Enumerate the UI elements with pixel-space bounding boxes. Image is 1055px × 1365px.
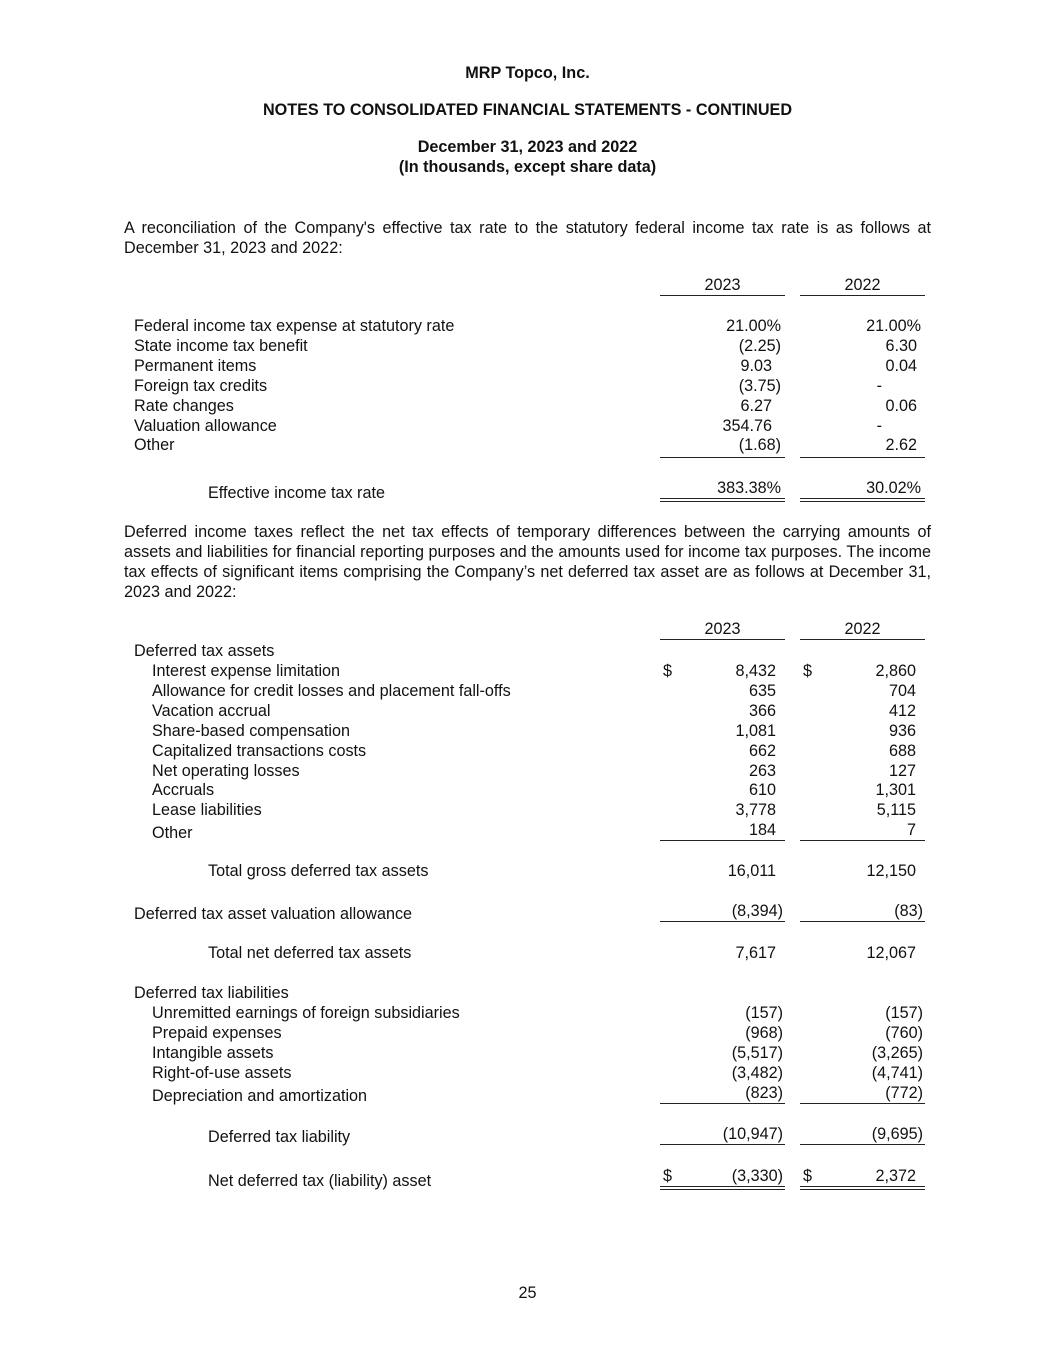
liability-row-2023: (968) bbox=[745, 1023, 783, 1042]
liability-row-label: Intangible assets bbox=[152, 1043, 274, 1062]
asset-row bbox=[0, 800, 1055, 820]
header-underline-2022 bbox=[800, 295, 925, 296]
asset-row bbox=[0, 741, 1055, 761]
net-total-double-rule-2022 bbox=[800, 1186, 925, 1190]
tax-rate-row bbox=[0, 435, 1055, 455]
valuation-rule-2023 bbox=[660, 921, 785, 922]
liability-row-2022: (772) bbox=[885, 1083, 923, 1102]
asset-row-label: Allowance for credit losses and placement fall-offs bbox=[152, 681, 511, 700]
liability-row bbox=[0, 1003, 1055, 1023]
liability-row bbox=[0, 1083, 1055, 1103]
asset-row-2022: 127 bbox=[888, 761, 916, 780]
tax-rate-row-2023: 9.03 bbox=[740, 356, 772, 375]
notes-title: NOTES TO CONSOLIDATED FINANCIAL STATEMENTS - CONTINUED bbox=[262, 101, 793, 119]
liability-total-rule-2023 bbox=[660, 1144, 785, 1145]
tax-rate-row-2022: 2.62 bbox=[885, 436, 917, 455]
asset-row-2022: 2,860 bbox=[875, 662, 916, 680]
tax-rate-row-label: Other bbox=[134, 436, 175, 455]
asset-row-2023: 184 bbox=[748, 821, 776, 840]
tax-rate-row bbox=[0, 336, 1055, 356]
effective-rate-label: Effective income tax rate bbox=[208, 484, 385, 502]
liability-row bbox=[0, 1023, 1055, 1043]
tax-rate-intro: A reconciliation of the Company's effective tax rate to the statutory federal income tax rate is as follows at December 31, 2023 and 2022: bbox=[124, 219, 931, 257]
liabilities-rule-2023 bbox=[660, 1103, 785, 1104]
asset-row-2022: 412 bbox=[888, 701, 916, 720]
tax-rate-row-2023: 354.76 bbox=[722, 416, 772, 435]
page-number: 25 bbox=[518, 1284, 537, 1302]
assets-heading: Deferred tax assets bbox=[134, 642, 275, 660]
net-total-currency-2023: $ bbox=[663, 1167, 673, 1185]
liabilities-heading: Deferred tax liabilities bbox=[134, 984, 289, 1002]
gross-total-label: Total gross deferred tax assets bbox=[208, 862, 429, 880]
units-line: (In thousands, except share data) bbox=[398, 158, 657, 176]
tax-rate-row-2023: (1.68) bbox=[738, 436, 781, 455]
effective-rate-2023: 383.38% bbox=[717, 479, 781, 497]
liability-row-label: Prepaid expenses bbox=[152, 1023, 282, 1042]
deferred-header-underline-2023 bbox=[660, 639, 785, 640]
tax-rate-row bbox=[0, 316, 1055, 336]
asset-row-label: Net operating losses bbox=[152, 761, 300, 780]
asset-row bbox=[0, 820, 1055, 843]
tax-rate-header-row bbox=[0, 275, 1055, 295]
liability-row-2023: (823) bbox=[745, 1083, 783, 1102]
net-assets-2023: 7,617 bbox=[735, 944, 776, 962]
net-total-currency-2022: $ bbox=[803, 1167, 813, 1185]
tax-rate-row bbox=[0, 376, 1055, 396]
asset-row-currency-2022: $ bbox=[803, 662, 813, 680]
col-2022-heading: 2022 bbox=[844, 276, 881, 294]
deferred-col-2023-heading: 2023 bbox=[704, 620, 741, 638]
asset-row-2023: 366 bbox=[748, 701, 776, 720]
tax-rate-row-label: Rate changes bbox=[134, 396, 234, 415]
liability-row-label: Right-of-use assets bbox=[152, 1063, 292, 1082]
tax-rate-row-2022: 0.06 bbox=[885, 396, 917, 415]
asset-row-2023: 635 bbox=[748, 681, 776, 700]
tax-rate-row bbox=[0, 396, 1055, 416]
subtotal-rule-2023 bbox=[660, 457, 785, 458]
asset-row-2023: 1,081 bbox=[735, 721, 776, 740]
asset-row-2022: 1,301 bbox=[875, 781, 916, 800]
tax-rate-row-2023: (2.25) bbox=[738, 336, 781, 355]
deferred-header-underline-2022 bbox=[800, 639, 925, 640]
asset-row-2022: 5,115 bbox=[876, 801, 916, 820]
liability-total-2022: (9,695) bbox=[871, 1125, 923, 1143]
tax-rate-row-label: Foreign tax credits bbox=[134, 376, 268, 395]
gross-total-2022: 12,150 bbox=[866, 862, 916, 880]
gross-total-2023: 16,011 bbox=[727, 862, 776, 880]
tax-rate-row-2022: - bbox=[876, 376, 882, 395]
header-underline-2023 bbox=[660, 295, 785, 296]
effective-rate-row bbox=[0, 478, 1055, 502]
asset-row-label: Accruals bbox=[152, 781, 215, 800]
asset-row-label: Other bbox=[152, 824, 193, 843]
asset-row bbox=[0, 701, 1055, 721]
subtotal-rule-2022 bbox=[800, 457, 925, 458]
liabilities-rule-2022 bbox=[800, 1103, 925, 1104]
asset-row-2022: 7 bbox=[906, 821, 916, 840]
asset-row bbox=[0, 721, 1055, 741]
liability-row-2022: (4,741) bbox=[871, 1063, 923, 1082]
liability-row-label: Depreciation and amortization bbox=[152, 1086, 368, 1105]
asset-row-2022: 688 bbox=[888, 741, 916, 760]
net-total-double-rule-2023 bbox=[660, 1186, 785, 1190]
assets-rule-2023 bbox=[660, 840, 785, 841]
liability-row-label: Unremitted earnings of foreign subsidiaries bbox=[152, 1004, 460, 1022]
asset-row bbox=[0, 661, 1055, 681]
company-name: MRP Topco, Inc. bbox=[465, 64, 590, 82]
tax-rate-row-2022: 6.30 bbox=[885, 336, 917, 355]
valuation-2022: (83) bbox=[894, 902, 923, 920]
date-line: December 31, 2023 and 2022 bbox=[417, 138, 638, 156]
total-double-rule-2023 bbox=[660, 498, 785, 502]
net-assets-label: Total net deferred tax assets bbox=[208, 944, 412, 962]
asset-row bbox=[0, 681, 1055, 701]
tax-rate-row bbox=[0, 416, 1055, 436]
tax-rate-row-label: Federal income tax expense at statutory rate bbox=[134, 317, 455, 335]
tax-rate-row-2022: - bbox=[876, 416, 882, 435]
asset-row-currency-2023: $ bbox=[663, 662, 673, 680]
liability-row-2023: (3,482) bbox=[731, 1063, 783, 1082]
tax-rate-row-2023: 21.00% bbox=[726, 317, 781, 335]
asset-row-label: Interest expense limitation bbox=[152, 662, 341, 680]
asset-row-2023: 662 bbox=[748, 741, 776, 760]
deferred-intro: Deferred income taxes reflect the net tax effects of temporary differences between the carrying amounts of assets and liabilities for financial reporting purposes and the amounts used for income tax purposes. The income tax effects of significant items comprising the Company’s net deferred tax asset are as follows at December 31, 2023 and 2022: bbox=[124, 523, 931, 601]
asset-row-label: Capitalized transactions costs bbox=[152, 741, 367, 760]
asset-row-2023: 3,778 bbox=[735, 801, 776, 820]
net-total-2023: (3,330) bbox=[731, 1167, 783, 1185]
tax-rate-row-2022: 21.00% bbox=[866, 317, 921, 335]
tax-rate-row-label: Permanent items bbox=[134, 356, 257, 375]
deferred-header-row bbox=[0, 619, 1055, 639]
asset-row-2023: 263 bbox=[748, 761, 776, 780]
total-double-rule-2022 bbox=[800, 498, 925, 502]
liability-row-2023: (5,517) bbox=[731, 1043, 783, 1062]
liability-total-2023: (10,947) bbox=[722, 1125, 783, 1143]
asset-row-2022: 936 bbox=[888, 721, 916, 740]
liability-row-2022: (3,265) bbox=[871, 1043, 923, 1062]
asset-row-label: Share-based compensation bbox=[152, 721, 350, 740]
col-2023-heading: 2023 bbox=[704, 276, 741, 294]
net-total-label: Net deferred tax (liability) asset bbox=[208, 1172, 432, 1190]
net-assets-2022: 12,067 bbox=[866, 944, 916, 962]
assets-heading-row bbox=[0, 641, 1055, 661]
tax-rate-row bbox=[0, 356, 1055, 376]
asset-row bbox=[0, 780, 1055, 800]
net-total-row bbox=[0, 1166, 1055, 1190]
liability-row-2022: (157) bbox=[885, 1004, 923, 1022]
liability-row-2022: (760) bbox=[885, 1023, 923, 1042]
gross-total-row bbox=[0, 861, 1055, 881]
liability-total-rule-2022 bbox=[800, 1144, 925, 1145]
asset-row-2022: 704 bbox=[888, 681, 916, 700]
asset-row-label: Vacation accrual bbox=[152, 701, 271, 720]
deferred-col-2022-heading: 2022 bbox=[844, 620, 881, 638]
tax-rate-row-label: State income tax benefit bbox=[134, 336, 308, 355]
effective-rate-2022: 30.02% bbox=[866, 479, 921, 497]
asset-row-label: Lease liabilities bbox=[152, 801, 262, 820]
valuation-rule-2022 bbox=[800, 921, 925, 922]
valuation-2023: (8,394) bbox=[731, 902, 783, 920]
tax-rate-row-label: Valuation allowance bbox=[134, 416, 277, 435]
tax-rate-row-2022: 0.04 bbox=[885, 356, 917, 375]
asset-row-2023: 610 bbox=[748, 781, 776, 800]
tax-rate-row-2023: 6.27 bbox=[740, 396, 772, 415]
liability-row bbox=[0, 1063, 1055, 1083]
tax-rate-row-2023: (3.75) bbox=[738, 376, 781, 395]
liability-total-label: Deferred tax liability bbox=[208, 1128, 351, 1146]
net-assets-row bbox=[0, 943, 1055, 963]
assets-rule-2022 bbox=[800, 840, 925, 841]
liability-row bbox=[0, 1043, 1055, 1063]
liability-row-2023: (157) bbox=[745, 1004, 783, 1022]
asset-row bbox=[0, 761, 1055, 781]
net-total-2022: 2,372 bbox=[875, 1167, 916, 1185]
liabilities-heading-row bbox=[0, 983, 1055, 1003]
valuation-label: Deferred tax asset valuation allowance bbox=[134, 905, 413, 923]
liability-total-row bbox=[0, 1124, 1055, 1144]
valuation-row bbox=[0, 901, 1055, 921]
asset-row-2023: 8,432 bbox=[735, 662, 776, 680]
